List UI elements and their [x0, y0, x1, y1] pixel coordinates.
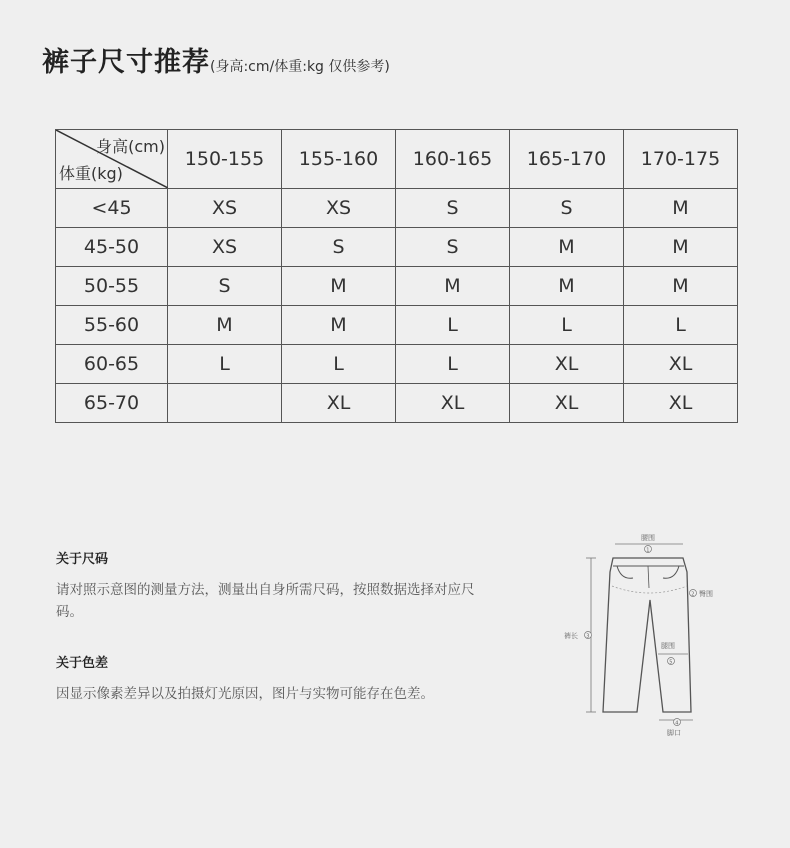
size-cell: XL	[510, 345, 624, 384]
size-cell: L	[396, 306, 510, 345]
size-cell: M	[282, 306, 396, 345]
table-row	[56, 267, 738, 306]
svg-text:5: 5	[669, 659, 673, 666]
size-cell: M	[396, 267, 510, 306]
size-cell: L	[282, 345, 396, 384]
weight-label: <45	[56, 189, 168, 228]
table-row	[56, 189, 738, 228]
thigh-label: 腿围	[661, 642, 675, 650]
weight-label: 45-50	[56, 228, 168, 267]
table-row	[56, 228, 738, 267]
size-cell: M	[510, 228, 624, 267]
size-cell: XL	[282, 384, 396, 423]
title-main: 裤子尺寸推荐	[42, 47, 210, 78]
size-cell: M	[624, 189, 738, 228]
table-corner-cell	[56, 130, 168, 189]
height-header: 165-170	[510, 130, 624, 189]
table-row	[56, 345, 738, 384]
title-subtitle: (身高:cm/体重:kg 仅供参考)	[210, 59, 390, 75]
height-header: 155-160	[282, 130, 396, 189]
waist-label: 腰围	[641, 534, 655, 542]
size-cell: S	[168, 267, 282, 306]
size-cell: M	[282, 267, 396, 306]
length-label: 裤长	[564, 632, 578, 640]
size-cell: S	[510, 189, 624, 228]
size-cell: M	[624, 228, 738, 267]
size-cell: XS	[168, 189, 282, 228]
weight-unit-label: 体重(kg)	[59, 164, 123, 183]
size-cell: L	[168, 345, 282, 384]
height-header: 170-175	[624, 130, 738, 189]
weight-label: 65-70	[56, 384, 168, 423]
size-cell	[168, 384, 282, 423]
size-cell: XS	[168, 228, 282, 267]
hip-label: 臀围	[699, 590, 713, 598]
table-row	[56, 306, 738, 345]
size-cell: L	[396, 345, 510, 384]
size-cell: L	[510, 306, 624, 345]
pants-illustration	[555, 530, 725, 745]
pants-measurement-diagram	[555, 530, 725, 745]
size-cell: XL	[396, 384, 510, 423]
height-header: 150-155	[168, 130, 282, 189]
height-header: 160-165	[396, 130, 510, 189]
svg-text:2: 2	[691, 591, 695, 598]
size-cell: XL	[510, 384, 624, 423]
table-row	[56, 384, 738, 423]
weight-label: 55-60	[56, 306, 168, 345]
pants-outline	[603, 558, 691, 712]
size-cell: XL	[624, 345, 738, 384]
marker-number: 1	[646, 547, 650, 554]
size-cell: XS	[282, 189, 396, 228]
about-color-text: 因显示像素差异以及拍摄灯光原因，图片与实物可能存在色差。	[56, 686, 434, 702]
about-color-heading: 关于色差	[56, 656, 109, 671]
weight-label: 60-65	[56, 345, 168, 384]
height-unit-label: 身高(cm)	[96, 137, 165, 156]
size-cell: S	[396, 189, 510, 228]
svg-text:4: 4	[675, 720, 679, 727]
size-cell: M	[510, 267, 624, 306]
size-cell: M	[624, 267, 738, 306]
page-title	[42, 40, 390, 79]
about-color-section	[56, 652, 496, 705]
size-cell: L	[624, 306, 738, 345]
about-size-text: 请对照示意图的测量方法，测量出自身所需尺码，按照数据选择对应尺码。	[56, 582, 475, 620]
table-header-row	[56, 130, 738, 189]
size-cell: S	[396, 228, 510, 267]
svg-text:3: 3	[586, 633, 590, 640]
hem-label: 脚口	[667, 729, 681, 737]
size-cell: S	[282, 228, 396, 267]
size-cell: M	[168, 306, 282, 345]
size-cell: XL	[624, 384, 738, 423]
about-size-heading: 关于尺码	[56, 552, 109, 567]
weight-label: 50-55	[56, 267, 168, 306]
about-size-section	[56, 548, 476, 623]
size-table	[55, 129, 738, 423]
